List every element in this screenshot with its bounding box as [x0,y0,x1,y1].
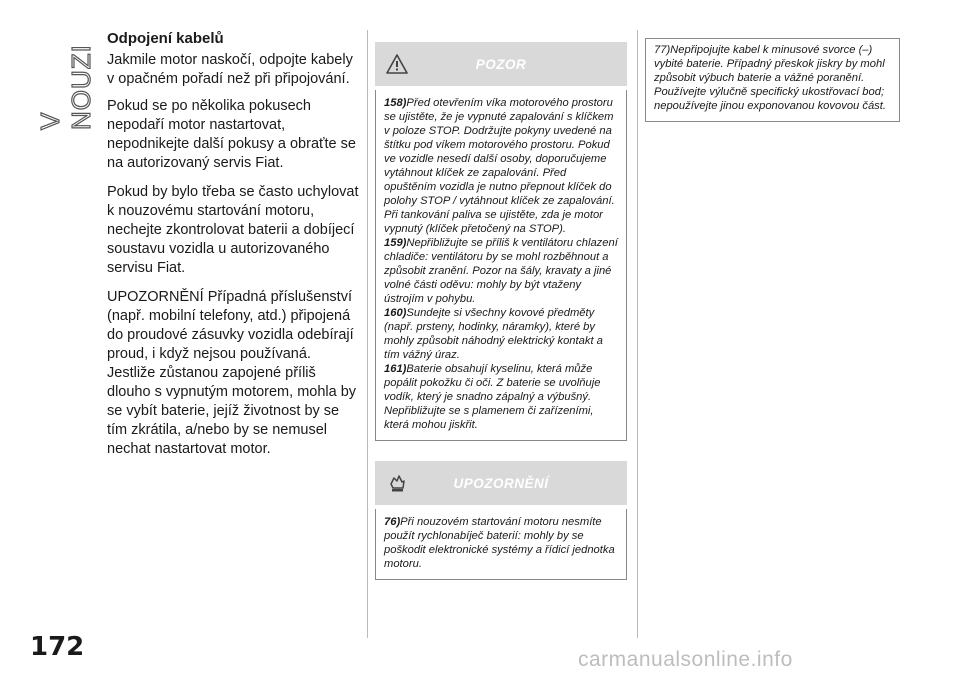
note-item [384,306,618,362]
paragraph: UPOZORNĚNÍ Případná příslušenství (např. mobilní telefony, atd.) připojená do proudové zásuvky vozidla odebírají proud, i když nejsou používaná. Jestliže zůstanou zapojené příliš dlouho s vypnutým motorem, mohla by se vybít baterie, jejíž životnost by se tím zkrátila, a/nebo by se nemusel nechat nastartovat motor. [107,289,357,457]
note-number: 76) [384,516,401,528]
note-number: 158) [384,97,407,109]
paragraph: Pokud se po několika pokusech nepodaří motor nastartovat, nepodnikejte další pokusy a obraťte se na autorizovaný servis Fiat. [107,98,356,171]
right-column [645,38,900,122]
note-text: Baterie obsahují kyselinu, která může popálit pokožku či oči. Z baterie se uvolňuje vodík, který je snadno zápalný a výbušný. Nepřibližujte se s plamenem či zařízeními, která mohou jiskřit. [384,363,601,431]
warning-triangle-icon [385,52,409,76]
spacer [375,441,627,461]
note-item [654,43,891,113]
section-heading: Odpojení kabelů [107,30,224,47]
warning-box-title: POZOR [475,56,527,72]
note-number: 161) [384,363,407,375]
note-item [384,96,618,236]
column-divider [367,30,368,638]
caution-hand-icon [385,471,409,495]
left-column [107,30,362,469]
section-tab [0,0,96,150]
watermark: carmanualsonline.info [578,648,793,671]
section-tab-label: V NOUZI [35,44,96,130]
note-text: Nepřibližujte se příliš k ventilátoru chlazení chladiče: ventilátoru by se mohl rozběhnout a způsobit zranění. Pozor na šály, kravaty a jiné volné části oděvu: mohly by být vtaženy ústrojím v pohybu. [384,237,618,305]
warning-box-header [375,42,627,86]
caution-box-title: UPOZORNĚNÍ [453,475,549,491]
caution-continuation-box [645,38,900,122]
note-number: 160) [384,307,407,319]
note-item [384,515,618,571]
page-number: 172 [30,632,85,662]
paragraph: Jakmile motor naskočí, odpojte kabely v opačném pořadí než při připojování. [107,52,353,87]
note-item [384,236,618,306]
note-text: Před otevřením víka motorového prostoru se ujistěte, že je vypnuté zapalování s klíčkem v poloze STOP. Dodržujte pokyny uvedené na štítku pod víkem motorového prostoru. Pokud ve vozidle nesedí další osoby, doporučujeme vytáhnout klíček ze zapalování. Před opuštěním vozidla je nutno přepnout klíček do polohy STOP / vytáhnout klíček ze zapalování. Při tankování paliva se ujistěte, zda je motor vypnutý (klíček přetočený na STOP). [384,97,615,235]
caution-box-header [375,461,627,505]
note-number: 77) [654,44,671,56]
caution-box-body [375,509,627,580]
note-text: Nepřipojujte kabel k minusové svorce (–) vybité baterie. Případný přeskok jiskry by mohl způsobit výbuch baterie a vážné poranění. Používejte výlučně specifický ukostřovací bod; nepoužívejte jinou exponovanou kovovou část. [654,44,886,112]
note-text: Při nouzovém startování motoru nesmíte použít rychlonabíječ baterií: mohly by se poškodit elektronické systémy a řídicí jednotka motoru. [384,516,615,570]
middle-column [375,42,627,580]
note-item [384,362,618,432]
note-number: 159) [384,237,407,249]
paragraph: Pokud by bylo třeba se často uchylovat k nouzovému startování motoru, nechejte zkontrolovat baterii a dobíjecí soustavu vozidla u autorizovaného servisu Fiat. [107,184,359,276]
note-text: Sundejte si všechny kovové předměty (např. prsteny, hodinky, náramky), které by mohly způsobit náhodný elektrický kontakt a tím vážný úraz. [384,307,603,361]
warning-box-body [375,90,627,441]
column-divider [637,30,638,638]
